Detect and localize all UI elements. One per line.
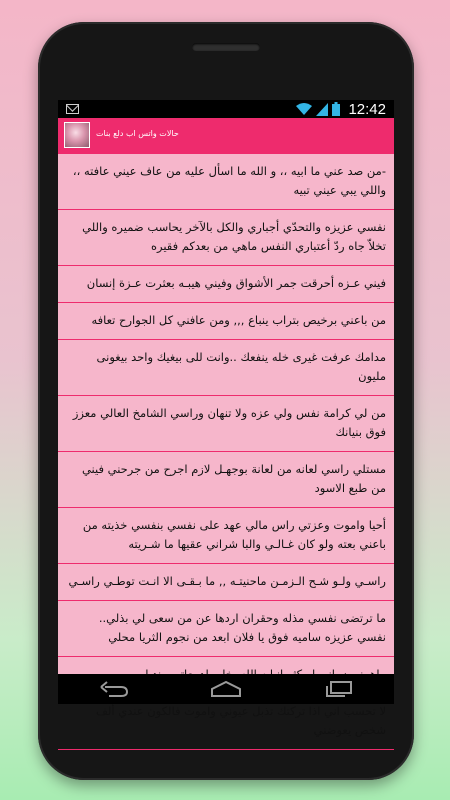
list-item[interactable]: مدامك عرفت غيرى خله ينفعك ..وانت للى بيغيك واحد بيغونى مليون: [58, 340, 394, 396]
list-item[interactable]: راسـي ولـو شـح الـزمـن ماحنيتـه ,, ما بـقـى الا انـت توطـي راسـي: [58, 564, 394, 601]
list-item[interactable]: فيني عـزه أحرقت جمر الأشواق وفيني هيبـه بعثرت عـزة إنسان: [58, 266, 394, 303]
signal-icon: [316, 103, 328, 116]
list-item[interactable]: أحيا واموت وعزتي راس مالي عهد على نفسي بنفسي خذيته من باعني بعته ولو كان غـالـي والبا شراني عقيها ما شـريته: [58, 508, 394, 564]
status-list[interactable]: [58, 154, 394, 737]
back-icon: [99, 681, 129, 697]
list-item[interactable]: نفسي عزيزه والتحدّي أجباري والكل بالآخر يحاسب ضميره واللي تخلاّ جاه ردّ أعتباري النفس ماهي من بعدكم فقيره: [58, 210, 394, 266]
app-bar: [58, 118, 394, 154]
list-item[interactable]: من لي كرامة نفس ولي عزه ولا تنهان وراسي الشامخ العالي معزز فوق بنيانك: [58, 396, 394, 452]
screen: [58, 100, 394, 737]
home-icon: [210, 681, 242, 697]
list-item[interactable]: ما ترتضى نفسي مذله وحقران اردها عن من سعى لي بذلي.. نفسي عزيزه ساميه فوق يا فلان ابعد من نجوم الثريا محلي: [58, 601, 394, 657]
back-button[interactable]: [94, 678, 134, 700]
list-item[interactable]: لا تحسب اني اذا تركتك تذبل عيوني واموت فالكون عندي ألف شخص يعوضني: [58, 694, 394, 750]
battery-icon: [332, 102, 340, 116]
list-item[interactable]: مستلي راسي لعانه من لعانة بوجهـل لازم اجرح من جرحني فيني من طبع الاسود: [58, 452, 394, 508]
app-avatar-icon[interactable]: [64, 122, 90, 148]
status-bar: [58, 100, 394, 118]
app-title: حالات واتس اب دلع بنات: [96, 129, 179, 138]
recent-apps-icon: [323, 680, 353, 698]
recent-apps-button[interactable]: [318, 678, 358, 700]
phone-frame: [38, 22, 414, 780]
home-button[interactable]: [206, 678, 246, 700]
status-time: 12:42: [348, 100, 386, 118]
mail-icon: [66, 104, 79, 114]
wifi-icon: [296, 103, 312, 116]
navigation-bar: [58, 674, 394, 704]
list-item[interactable]: -من صد عني ما ابيه ،، و الله ما اسأل عليه من عاف عيني عافته ،، واللي يبي عيني تبيه: [58, 154, 394, 210]
speaker-grille: [192, 43, 260, 51]
list-item[interactable]: من باعني برخيص بتراب ينباع ,,, ومن عافني كل الجوارح تعافه: [58, 303, 394, 340]
